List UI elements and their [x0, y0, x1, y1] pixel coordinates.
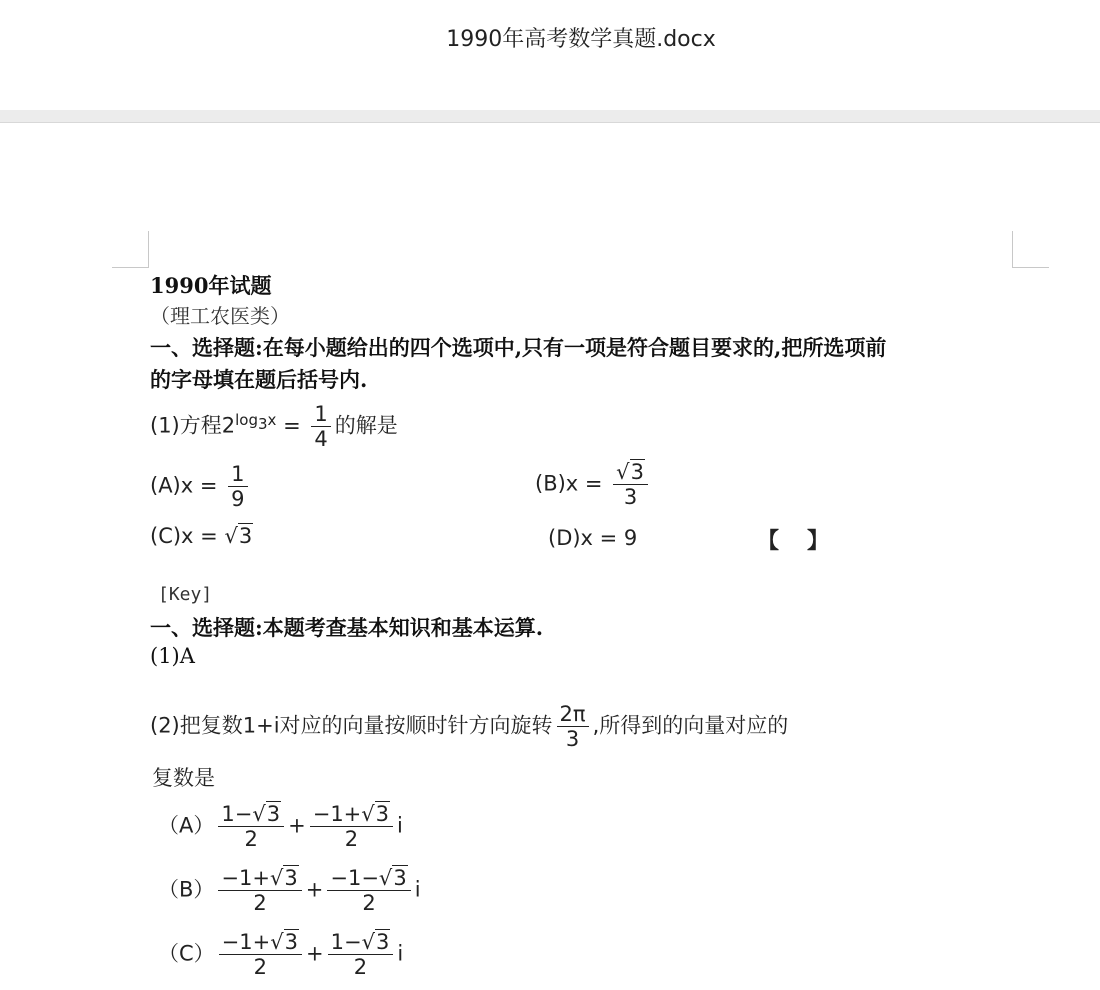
question-1-stem: (1)方程$2^{log3x}$ = $\frac{1}{4}$ 的解是: [150, 402, 398, 451]
q1-option-a: (A)x = $\frac{1}{9}$: [150, 462, 252, 511]
key-section-heading: 一、选择题:本题考查基本知识和基本运算.: [150, 615, 544, 640]
key-answer-1: (1)A: [150, 644, 195, 668]
question-2-stem-line2: 复数是: [152, 766, 215, 790]
question-2-stem: (2)把复数1+i对应的向量按顺时针方向旋转 $\frac{2\pi}{3}$ ,所得到的向量对应的: [150, 702, 789, 751]
document-title: 1990年高考数学真题.docx: [446, 27, 716, 52]
q1-option-d: (D)x = 9: [548, 526, 638, 550]
document-page: [0, 123, 1100, 990]
year-title: 1990年试题: [150, 273, 272, 298]
q2-option-c: （C） $\frac{-1+√3}{2}$ + $\frac{1-√3}{2}$ i: [158, 930, 404, 979]
toolbar-divider: [0, 110, 1100, 123]
q1-option-c: (C)x = √3: [150, 524, 253, 548]
fraction-one-quarter: $\frac{1}{4}$: [311, 402, 330, 451]
q1-option-b: (B)x = $\frac{√3}{3}$: [535, 460, 652, 509]
section1-heading-line1: 一、选择题:在每小题给出的四个选项中,只有一项是符合题目要求的,把所选项前: [150, 335, 887, 360]
answer-bracket: 【 】: [757, 529, 830, 554]
q2-option-a: （A） $\frac{1-√3}{2}$ + $\frac{-1+√3}{2}$ i: [158, 802, 403, 851]
q2-option-b: （B） $\frac{-1+√3}{2}$ + $\frac{-1-√3}{2}$ i: [158, 866, 421, 915]
crop-mark-top-right: [1012, 231, 1049, 268]
section1-heading-line2: 的字母填在题后括号内.: [150, 367, 368, 392]
category-subtitle: （理工农医类）: [150, 304, 290, 328]
section1-heading: [150, 332, 886, 396]
key-label: [Key]: [158, 584, 213, 605]
title-bar: [0, 0, 1100, 110]
crop-mark-top-left: [112, 231, 149, 268]
